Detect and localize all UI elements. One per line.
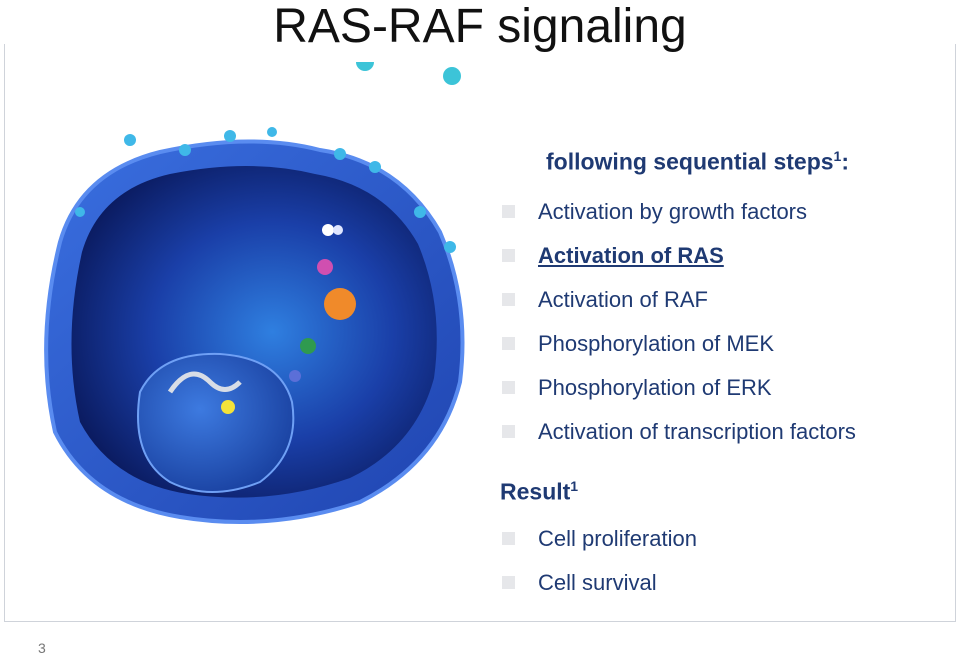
erk-protein <box>300 338 316 354</box>
square-bullet-icon <box>502 249 515 262</box>
square-bullet-icon <box>502 532 515 545</box>
nucleus <box>138 354 293 492</box>
list-item: Cell survival <box>500 569 697 613</box>
list-item: Phosphorylation of ERK <box>500 374 856 418</box>
results-list <box>500 525 697 613</box>
growth-factor <box>443 67 461 85</box>
transcription-factor <box>221 400 235 414</box>
square-bullet-icon <box>502 337 515 350</box>
result-heading: Result$^1$ <box>500 478 579 505</box>
erk-protein-small <box>289 370 301 382</box>
mek-protein <box>324 288 356 320</box>
list-item-highlighted: Activation of RAS <box>500 242 856 286</box>
square-bullet-icon <box>502 425 515 438</box>
list-item: Activation by growth factors <box>500 198 856 242</box>
square-bullet-icon <box>502 293 515 306</box>
page-number: 3 <box>38 640 46 656</box>
list-item: Cell proliferation <box>500 525 697 569</box>
steps-heading: following sequential steps$^1$: <box>546 148 850 175</box>
list-item: Activation of transcription factors <box>500 418 856 462</box>
square-bullet-icon <box>502 576 515 589</box>
cell-illustration <box>20 62 490 542</box>
growth-factor <box>356 62 374 71</box>
ras-protein <box>322 224 334 236</box>
square-bullet-icon <box>502 381 515 394</box>
list-item: Phosphorylation of MEK <box>500 330 856 374</box>
square-bullet-icon <box>502 205 515 218</box>
list-item: Activation of RAF <box>500 286 856 330</box>
slide-title: RAS-RAF signaling <box>273 0 687 53</box>
ras-protein <box>333 225 343 235</box>
steps-list <box>500 198 856 462</box>
raf-protein <box>317 259 333 275</box>
